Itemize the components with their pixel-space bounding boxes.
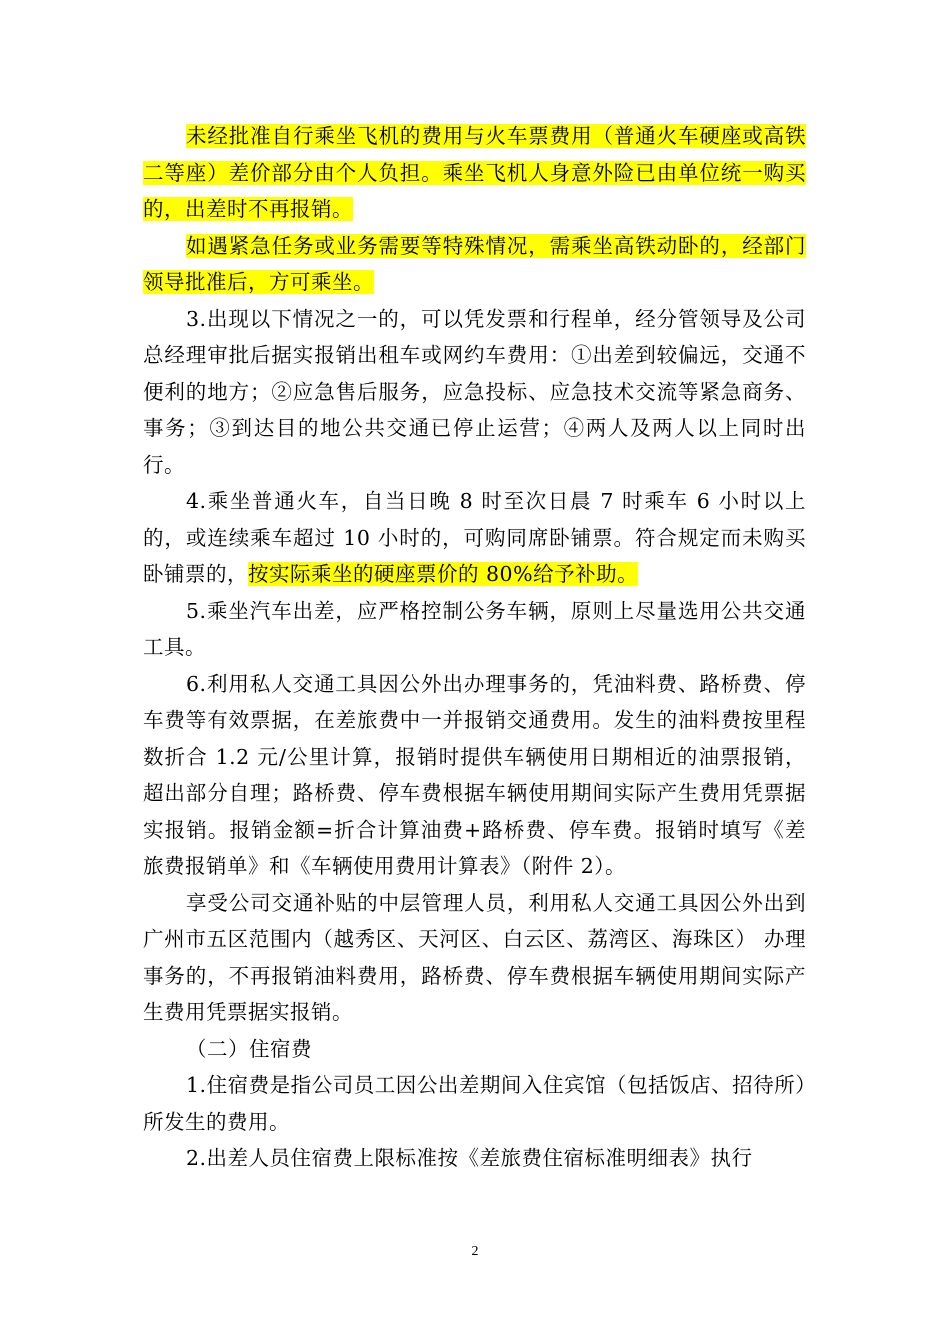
paragraph-accommodation-definition: 1.住宿费是指公司员工因公出差期间入住宾馆（包括饭店、招待所）所发生的费用。 — [143, 1073, 806, 1134]
paragraph-accommodation-standard: 2.出差人员住宿费上限标准按《差旅费住宿标准明细表》执行 — [186, 1146, 753, 1170]
document-body — [143, 118, 806, 1177]
paragraph-airfare-difference — [143, 118, 806, 228]
paragraph-high-speed-sleeper — [143, 228, 806, 301]
paragraph-sleeper-ticket — [143, 483, 806, 593]
paragraph-bus-travel: 5.乘坐汽车出差，应严格控制公务车辆，原则上尽量选用公共交通工具。 — [143, 598, 806, 659]
highlighted-text: 按实际乘坐的硬座票价的 80%给予补助。 — [248, 562, 639, 586]
paragraph-middle-management: 享受公司交通补贴的中层管理人员，利用私人交通工具因公外出到广州市五区范围内（越秀区、天河区、白云区、荔湾区、海珠区） 办理事务的，不再报销油料费用，路桥费、停车费根据车辆使用期间实际产生费用凭票据实报销。 — [143, 890, 806, 1024]
highlighted-text: 未经批准自行乘坐飞机的费用与火车票费用（普通火车硬座或高铁二等座）差价部分由个人负担。乘坐飞机人身意外险已由单位统一购买的，出差时不再报销。 — [143, 124, 806, 221]
section-heading-accommodation: （二）住宿费 — [186, 1036, 312, 1061]
paragraph-taxi-reimbursement: 3.出现以下情况之一的，可以凭发票和行程单，经分管领导及公司总经理审批后据实报销出租车或网约车费用：①出差到较偏远，交通不便利的地方；②应急售后服务，应急投标、应急技术交流等紧急商务、事务；③到达目的地公共交通已停止运营；④两人及两人以上同时出行。 — [143, 306, 806, 477]
highlighted-text: 如遇紧急任务或业务需要等特殊情况，需乘坐高铁动卧的，经部门领导批准后，方可乘坐。 — [143, 233, 806, 294]
paragraph-text: 4.乘坐普通火车，自当日晚 8 时至次日晨 7 时乘车 6 小时以上的，或连续乘车超过 10 小时的，可购同席卧铺票。符合规定而未购买卧铺票的， — [143, 489, 806, 586]
page-number: 2 — [471, 1244, 479, 1259]
paragraph-private-vehicle: 6.利用私人交通工具因公外出办理事务的，凭油料费、路桥费、停车费等有效票据，在差旅费中一并报销交通费用。发生的油料费按里程数折合 1.2 元/公里计算，报销时提供车辆使用日期相近的油票报销，超出部分自理；路桥费、停车费根据车辆使用期间实际产生费用凭票据实报销。报销金额=折合计算油费+路桥费、停车费。报销时填写《差旅费报销单》和《车辆使用费用计算表》（附件 2）。 — [143, 671, 806, 878]
